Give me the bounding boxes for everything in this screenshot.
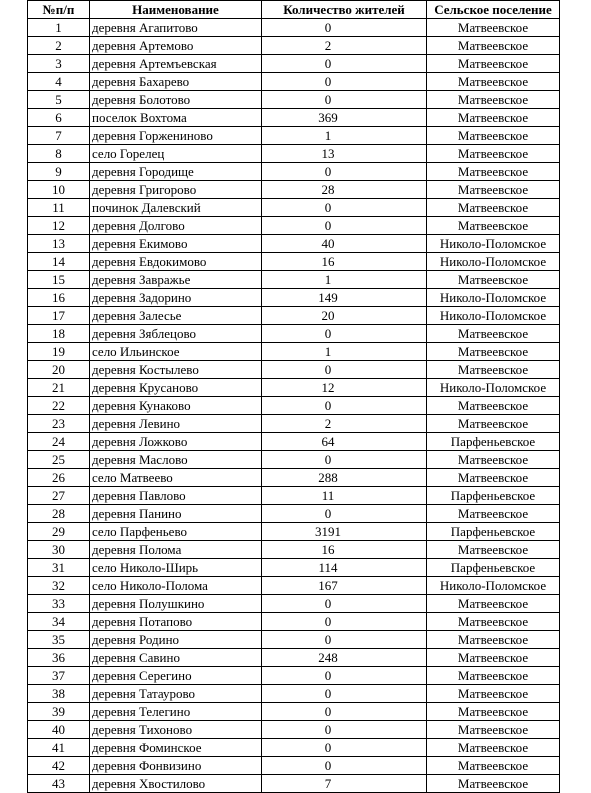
- row-name: село Николо-Ширь: [90, 559, 262, 577]
- row-number: 5: [28, 91, 90, 109]
- row-population: 28: [262, 181, 427, 199]
- table-row: [28, 541, 560, 559]
- table-row: [28, 577, 560, 595]
- row-name: деревня Фоминское: [90, 739, 262, 757]
- row-settlement: Матвеевское: [427, 343, 560, 361]
- row-name: деревня Левино: [90, 415, 262, 433]
- row-name: деревня Телегино: [90, 703, 262, 721]
- row-settlement: Парфеньевское: [427, 433, 560, 451]
- row-name: деревня Панино: [90, 505, 262, 523]
- row-name: деревня Костылево: [90, 361, 262, 379]
- row-settlement: Матвеевское: [427, 595, 560, 613]
- row-population: 0: [262, 397, 427, 415]
- row-name: село Ильинское: [90, 343, 262, 361]
- row-population: 1: [262, 271, 427, 289]
- settlements-table: [27, 0, 560, 793]
- row-number: 43: [28, 775, 90, 793]
- table-row: [28, 721, 560, 739]
- row-settlement: Матвеевское: [427, 127, 560, 145]
- row-settlement: Матвеевское: [427, 199, 560, 217]
- row-number: 30: [28, 541, 90, 559]
- row-settlement: Матвеевское: [427, 145, 560, 163]
- row-settlement: Матвеевское: [427, 613, 560, 631]
- table-row: [28, 325, 560, 343]
- row-number: 36: [28, 649, 90, 667]
- row-number: 39: [28, 703, 90, 721]
- row-settlement: Матвеевское: [427, 73, 560, 91]
- row-number: 41: [28, 739, 90, 757]
- row-settlement: Матвеевское: [427, 415, 560, 433]
- row-population: 114: [262, 559, 427, 577]
- row-population: 11: [262, 487, 427, 505]
- row-name: деревня Зяблецово: [90, 325, 262, 343]
- row-number: 23: [28, 415, 90, 433]
- table-row: [28, 595, 560, 613]
- row-population: 0: [262, 613, 427, 631]
- row-number: 28: [28, 505, 90, 523]
- row-population: 0: [262, 505, 427, 523]
- table-row: [28, 127, 560, 145]
- row-settlement: Николо-Поломское: [427, 235, 560, 253]
- row-population: 0: [262, 361, 427, 379]
- row-name: село Парфеньево: [90, 523, 262, 541]
- row-settlement: Парфеньевское: [427, 487, 560, 505]
- row-population: 0: [262, 757, 427, 775]
- row-settlement: Матвеевское: [427, 775, 560, 793]
- row-settlement: Матвеевское: [427, 649, 560, 667]
- row-name: деревня Павлово: [90, 487, 262, 505]
- header-name: Наименование: [90, 1, 262, 19]
- row-population: 1: [262, 127, 427, 145]
- row-settlement: Матвеевское: [427, 739, 560, 757]
- row-number: 42: [28, 757, 90, 775]
- row-name: деревня Евдокимово: [90, 253, 262, 271]
- row-population: 0: [262, 73, 427, 91]
- row-population: 2: [262, 37, 427, 55]
- table-row: [28, 685, 560, 703]
- table-row: [28, 199, 560, 217]
- table-row: [28, 415, 560, 433]
- row-number: 24: [28, 433, 90, 451]
- table-header-row: [28, 1, 560, 19]
- table-row: [28, 163, 560, 181]
- row-population: 64: [262, 433, 427, 451]
- table-row: [28, 739, 560, 757]
- row-settlement: Матвеевское: [427, 91, 560, 109]
- row-number: 37: [28, 667, 90, 685]
- row-number: 18: [28, 325, 90, 343]
- table-row: [28, 703, 560, 721]
- row-settlement: Николо-Поломское: [427, 289, 560, 307]
- row-name: деревня Артемъевская: [90, 55, 262, 73]
- row-settlement: Матвеевское: [427, 397, 560, 415]
- row-number: 10: [28, 181, 90, 199]
- table-row: [28, 559, 560, 577]
- row-settlement: Матвеевское: [427, 631, 560, 649]
- row-settlement: Матвеевское: [427, 361, 560, 379]
- row-population: 288: [262, 469, 427, 487]
- row-population: 0: [262, 19, 427, 37]
- row-settlement: Матвеевское: [427, 469, 560, 487]
- row-population: 0: [262, 91, 427, 109]
- row-population: 16: [262, 253, 427, 271]
- row-number: 40: [28, 721, 90, 739]
- row-name: деревня Горженинoво: [90, 127, 262, 145]
- row-number: 22: [28, 397, 90, 415]
- row-settlement: Парфеньевское: [427, 559, 560, 577]
- row-settlement: Николо-Поломское: [427, 307, 560, 325]
- row-settlement: Парфеньевское: [427, 523, 560, 541]
- row-name: деревня Полушкино: [90, 595, 262, 613]
- header-population: Количество жителей: [262, 1, 427, 19]
- table-row: [28, 757, 560, 775]
- row-name: деревня Крусаново: [90, 379, 262, 397]
- row-population: 0: [262, 325, 427, 343]
- row-number: 19: [28, 343, 90, 361]
- header-settlement: Сельское поселение: [427, 1, 560, 19]
- row-settlement: Николо-Поломское: [427, 379, 560, 397]
- row-population: 13: [262, 145, 427, 163]
- table-row: [28, 379, 560, 397]
- row-settlement: Матвеевское: [427, 721, 560, 739]
- row-name: село Николо-Полома: [90, 577, 262, 595]
- row-population: 40: [262, 235, 427, 253]
- row-population: 7: [262, 775, 427, 793]
- row-population: 0: [262, 163, 427, 181]
- row-population: 0: [262, 685, 427, 703]
- row-number: 33: [28, 595, 90, 613]
- row-settlement: Матвеевское: [427, 505, 560, 523]
- row-population: 0: [262, 631, 427, 649]
- table-row: [28, 433, 560, 451]
- row-settlement: Матвеевское: [427, 37, 560, 55]
- row-settlement: Матвеевское: [427, 217, 560, 235]
- row-name: деревня Долгово: [90, 217, 262, 235]
- row-population: 0: [262, 739, 427, 757]
- row-population: 0: [262, 703, 427, 721]
- row-name: деревня Бахарево: [90, 73, 262, 91]
- table-body: [28, 19, 560, 793]
- table-row: [28, 55, 560, 73]
- row-population: 0: [262, 721, 427, 739]
- row-number: 3: [28, 55, 90, 73]
- row-name: деревня Савино: [90, 649, 262, 667]
- row-settlement: Матвеевское: [427, 667, 560, 685]
- row-number: 2: [28, 37, 90, 55]
- row-population: 3191: [262, 523, 427, 541]
- table-row: [28, 73, 560, 91]
- row-name: деревня Екимово: [90, 235, 262, 253]
- table-row: [28, 217, 560, 235]
- row-settlement: Матвеевское: [427, 181, 560, 199]
- row-population: 0: [262, 451, 427, 469]
- row-name: деревня Маслово: [90, 451, 262, 469]
- row-population: 167: [262, 577, 427, 595]
- row-name: деревня Болотово: [90, 91, 262, 109]
- row-number: 34: [28, 613, 90, 631]
- row-settlement: Николо-Поломское: [427, 577, 560, 595]
- row-population: 0: [262, 217, 427, 235]
- table-row: [28, 271, 560, 289]
- table-row: [28, 109, 560, 127]
- row-population: 2: [262, 415, 427, 433]
- row-number: 15: [28, 271, 90, 289]
- row-settlement: Матвеевское: [427, 163, 560, 181]
- row-population: 369: [262, 109, 427, 127]
- row-settlement: Матвеевское: [427, 271, 560, 289]
- row-number: 25: [28, 451, 90, 469]
- row-number: 14: [28, 253, 90, 271]
- table-row: [28, 307, 560, 325]
- row-name: деревня Полома: [90, 541, 262, 559]
- row-name: село Горелец: [90, 145, 262, 163]
- row-settlement: Матвеевское: [427, 55, 560, 73]
- row-name: деревня Городище: [90, 163, 262, 181]
- row-name: деревня Тихоново: [90, 721, 262, 739]
- table-row: [28, 19, 560, 37]
- row-number: 21: [28, 379, 90, 397]
- row-population: 20: [262, 307, 427, 325]
- row-settlement: Матвеевское: [427, 541, 560, 559]
- row-number: 9: [28, 163, 90, 181]
- table-row: [28, 235, 560, 253]
- table-row: [28, 469, 560, 487]
- table-row: [28, 523, 560, 541]
- row-settlement: Матвеевское: [427, 451, 560, 469]
- row-number: 32: [28, 577, 90, 595]
- table-row: [28, 613, 560, 631]
- row-name: деревня Завражье: [90, 271, 262, 289]
- table-row: [28, 451, 560, 469]
- row-number: 38: [28, 685, 90, 703]
- row-number: 26: [28, 469, 90, 487]
- row-number: 4: [28, 73, 90, 91]
- row-name: деревня Артемово: [90, 37, 262, 55]
- row-number: 12: [28, 217, 90, 235]
- row-population: 149: [262, 289, 427, 307]
- row-name: деревня Потапово: [90, 613, 262, 631]
- header-num: №п/п: [28, 1, 90, 19]
- row-name: деревня Родино: [90, 631, 262, 649]
- row-name: деревня Кунаково: [90, 397, 262, 415]
- row-name: деревня Татаурово: [90, 685, 262, 703]
- row-number: 11: [28, 199, 90, 217]
- row-number: 13: [28, 235, 90, 253]
- row-name: деревня Ложково: [90, 433, 262, 451]
- table-row: [28, 289, 560, 307]
- row-population: 0: [262, 595, 427, 613]
- row-number: 7: [28, 127, 90, 145]
- table-row: [28, 397, 560, 415]
- row-population: 12: [262, 379, 427, 397]
- row-name: деревня Фонвизино: [90, 757, 262, 775]
- row-name: деревня Серегино: [90, 667, 262, 685]
- row-number: 1: [28, 19, 90, 37]
- document-sheet: [27, 0, 560, 793]
- row-name: поселок Вохтома: [90, 109, 262, 127]
- row-name: деревня Задорино: [90, 289, 262, 307]
- row-number: 17: [28, 307, 90, 325]
- row-name: деревня Григорово: [90, 181, 262, 199]
- table-row: [28, 775, 560, 793]
- row-name: починок Далевский: [90, 199, 262, 217]
- row-number: 16: [28, 289, 90, 307]
- table-row: [28, 631, 560, 649]
- table-row: [28, 91, 560, 109]
- table-row: [28, 361, 560, 379]
- row-number: 29: [28, 523, 90, 541]
- row-name: деревня Залесье: [90, 307, 262, 325]
- table-row: [28, 667, 560, 685]
- row-settlement: Матвеевское: [427, 19, 560, 37]
- row-settlement: Николо-Поломское: [427, 253, 560, 271]
- row-settlement: Матвеевское: [427, 685, 560, 703]
- row-population: 1: [262, 343, 427, 361]
- table-row: [28, 145, 560, 163]
- row-number: 20: [28, 361, 90, 379]
- row-number: 35: [28, 631, 90, 649]
- table-row: [28, 343, 560, 361]
- table-row: [28, 181, 560, 199]
- row-population: 0: [262, 55, 427, 73]
- table-row: [28, 505, 560, 523]
- row-population: 0: [262, 199, 427, 217]
- table-row: [28, 649, 560, 667]
- row-name: деревня Агапитово: [90, 19, 262, 37]
- row-name: село Матвеево: [90, 469, 262, 487]
- row-number: 27: [28, 487, 90, 505]
- row-population: 0: [262, 667, 427, 685]
- row-number: 31: [28, 559, 90, 577]
- row-name: деревня Хвостилово: [90, 775, 262, 793]
- row-settlement: Матвеевское: [427, 325, 560, 343]
- row-population: 248: [262, 649, 427, 667]
- row-number: 6: [28, 109, 90, 127]
- row-settlement: Матвеевское: [427, 757, 560, 775]
- row-settlement: Матвеевское: [427, 109, 560, 127]
- table-row: [28, 37, 560, 55]
- table-row: [28, 487, 560, 505]
- row-settlement: Матвеевское: [427, 703, 560, 721]
- row-population: 16: [262, 541, 427, 559]
- row-number: 8: [28, 145, 90, 163]
- table-row: [28, 253, 560, 271]
